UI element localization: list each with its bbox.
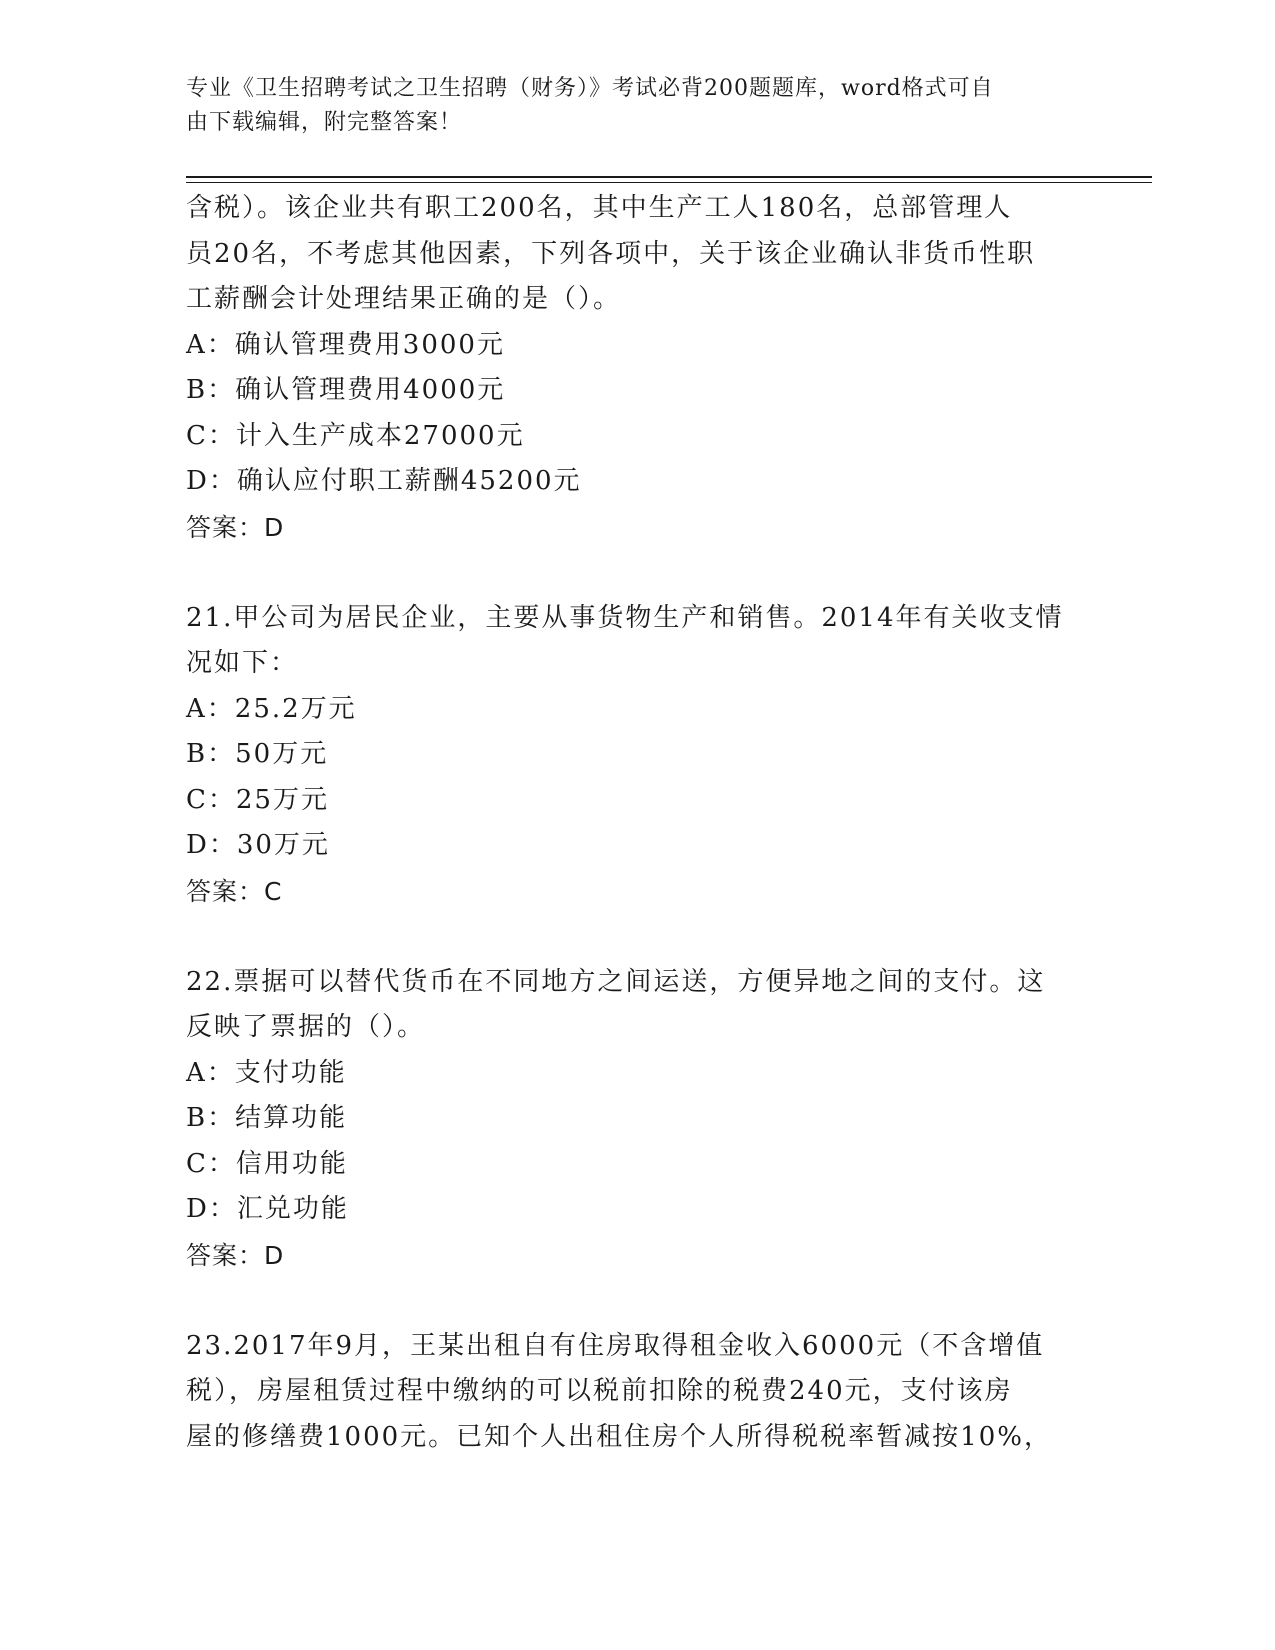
question-text-line: 税），房屋租赁过程中缴纳的可以税前扣除的税费240元，支付该房: [186, 1376, 1013, 1406]
question-continuation: [186, 186, 1086, 550]
question-text-line: 况如下：: [186, 648, 299, 678]
option-c: C：25万元: [186, 784, 329, 815]
document-body: [186, 186, 1086, 1460]
option-b: B：50万元: [186, 739, 329, 769]
answer-line: 答案：D: [186, 1240, 285, 1270]
question-spacer: [186, 550, 1086, 596]
option-b: B：结算功能: [186, 1103, 348, 1133]
question-23: [186, 1324, 1086, 1461]
question-text-line: 21.甲公司为居民企业，主要从事货物生产和销售。2014年有关收支情: [186, 602, 1064, 633]
header-divider-thin: [186, 182, 1152, 183]
option-d: D：30万元: [186, 830, 330, 860]
option-a: A：支付功能: [186, 1057, 347, 1088]
option-b: B：确认管理费用4000元: [186, 375, 506, 405]
question-22: [186, 960, 1086, 1279]
header-title-line-1: 专业《卫生招聘考试之卫生招聘（财务）》考试必背200题题库，word格式可自: [186, 76, 994, 101]
document-header: [186, 72, 1066, 140]
question-text-line: 含税）。该企业共有职工200名，其中生产工人180名，总部管理人: [186, 193, 1013, 223]
answer-line: 答案：C: [186, 876, 283, 906]
header-title-line-2: 由下载编辑，附完整答案！: [186, 110, 463, 135]
question-text-line: 23.2017年9月，王某出租自有住房取得租金收入6000元（不含增值: [186, 1330, 1045, 1361]
option-d: D：汇兑功能: [186, 1194, 349, 1224]
question-text-line: 工薪酬会计处理结果正确的是（）。: [186, 284, 622, 314]
question-text-line: 员20名，不考虑其他因素，下列各项中，关于该企业确认非货币性职: [186, 238, 1036, 269]
question-spacer: [186, 1278, 1086, 1324]
question-21: [186, 596, 1086, 915]
question-text-line: 22.票据可以替代货币在不同地方之间运送，方便异地之间的支付。这: [186, 966, 1046, 997]
question-text-line: 反映了票据的（）。: [186, 1012, 426, 1042]
option-c: C：信用功能: [186, 1148, 348, 1179]
question-spacer: [186, 914, 1086, 960]
question-text-line: 屋的修缮费1000元。已知个人出租住房个人所得税税率暂减按10%，: [186, 1421, 1052, 1452]
option-c: C：计入生产成本27000元: [186, 420, 525, 451]
option-d: D：确认应付职工薪酬45200元: [186, 466, 582, 496]
answer-line: 答案：D: [186, 512, 285, 542]
option-a: A：确认管理费用3000元: [186, 329, 505, 360]
option-a: A：25.2万元: [186, 693, 357, 724]
header-divider-thick: [186, 176, 1152, 178]
